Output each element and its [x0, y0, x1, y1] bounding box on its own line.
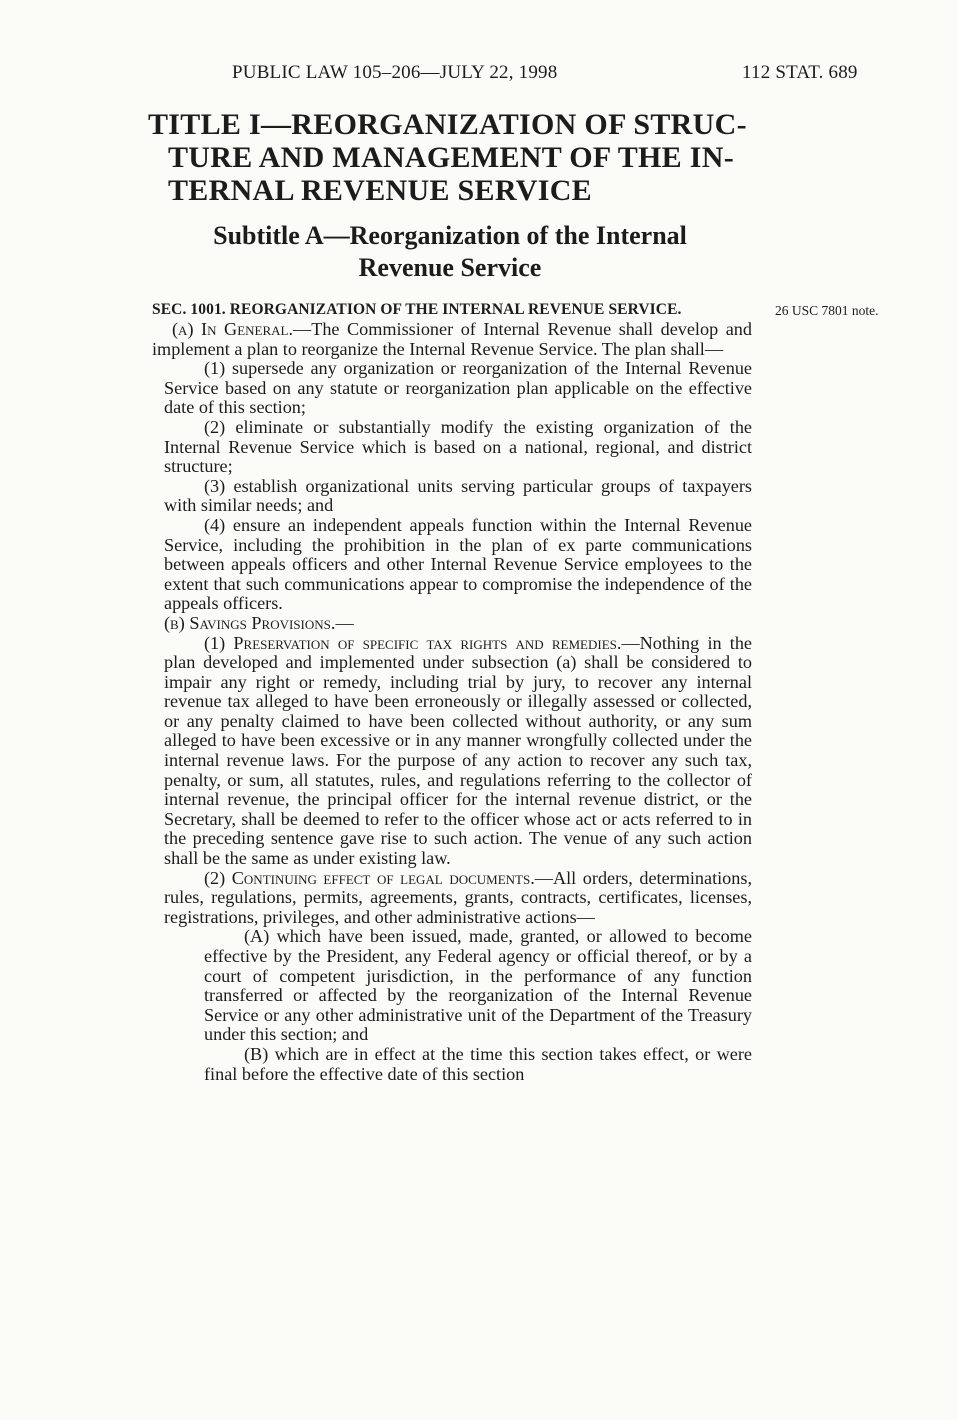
subsection-b	[164, 614, 752, 634]
margin-note: 26 USC 7801 note.	[775, 303, 879, 318]
paragraph-1: (1) supersede any organization or reorganization of the Internal Revenue Service based on any statute or reorganization plan applicable on the effective date of this section;	[164, 358, 752, 418]
title-line-3: TERNAL REVENUE SERVICE	[168, 174, 592, 207]
paragraph-2: (2) eliminate or substantially modify the existing organization of the Internal Revenue Service which is based on a national, regional, and district structure;	[164, 416, 752, 477]
paragraph-b2	[164, 869, 752, 928]
running-header	[0, 62, 958, 86]
section-heading: SEC. 1001. REORGANIZATION OF THE INTERNAL REVENUE SERVICE.	[152, 301, 682, 318]
paragraph-b1-label: (1) Preservation of specific tax rights and remedies.	[204, 632, 622, 653]
statute-page-number: 112 STAT. 689	[742, 62, 858, 83]
subsection-b-label: (b) Savings Provisions.	[164, 612, 336, 633]
paragraph-3: (3) establish organizational units serving particular groups of taxpayers with similar needs; and	[164, 475, 752, 516]
title-line-2: TURE AND MANAGEMENT OF THE IN-	[168, 141, 734, 174]
title-heading	[148, 108, 754, 207]
subtitle-line-1: Subtitle A—Reorganization of the Internal	[213, 221, 687, 250]
paragraph-b2-text: —All orders, determinations, rules, regulations, permits, agreements, grants, contracts, certificates, licenses, registrations, privileges, and other administrative actions—	[164, 867, 752, 927]
subtitle-heading	[130, 220, 770, 284]
subsection-a	[152, 320, 752, 359]
subsection-a-label: (a) In General.	[172, 319, 294, 339]
title-line-1: TITLE I—REORGANIZATION OF STRUC-	[148, 108, 747, 141]
paragraph-b1-text: —Nothing in the plan developed and implemented under subsection (a) shall be considered to impair any right or remedy, including trial by jury, to recover any internal revenue tax alleged to have been erroneously or illegally assessed or collected, or any penalty claimed to have been collected without authority, or any sum alleged to have been excessive or in any manner wrongfully collected under the internal revenue laws. For the purpose of any action to recover any such tax, penalty, or sum, all statutes, rules, and regulations referring to the collector of internal revenue, the principal officer for the internal revenue district, or the Secretary, shall be deemed to refer to the officer whose act or acts referred to in the preceding sentence gave rise to such action. The venue of any such action shall be the same as under existing law.	[164, 632, 753, 869]
paragraph-b1	[164, 634, 752, 869]
subparagraph-A: (A) which have been issued, made, granted, or allowed to become effective by the President, any Federal agency or official thereof, or by a court of competent jurisdiction, in the performance of any function transferred or affected by the reorganization of the Internal Revenue Service or any other administrative unit of the Department of the Treasury under this section; and	[204, 926, 752, 1045]
subsection-a-text: —The Commissioner of Internal Revenue shall develop and implement a plan to reorganize the Internal Revenue Service. The plan shall—	[152, 319, 752, 359]
subsection-b-dash: —	[335, 612, 354, 633]
paragraph-b2-label: (2) Continuing effect of legal documents.	[204, 867, 535, 888]
paragraph-4: (4) ensure an independent appeals function within the Internal Revenue Service, including the prohibition in the plan of ex parte communications between appeals officers and other Internal Revenue Service employees to the extent that such communications appear to compromise the independence of the appeals officers.	[164, 514, 752, 614]
subtitle-line-2: Revenue Service	[358, 253, 542, 282]
public-law-citation: PUBLIC LAW 105–206—JULY 22, 1998	[232, 62, 558, 83]
subparagraph-B: (B) which are in effect at the time this section takes effect, or were final before the effective date of this section	[204, 1043, 752, 1084]
section-body	[152, 299, 752, 1084]
